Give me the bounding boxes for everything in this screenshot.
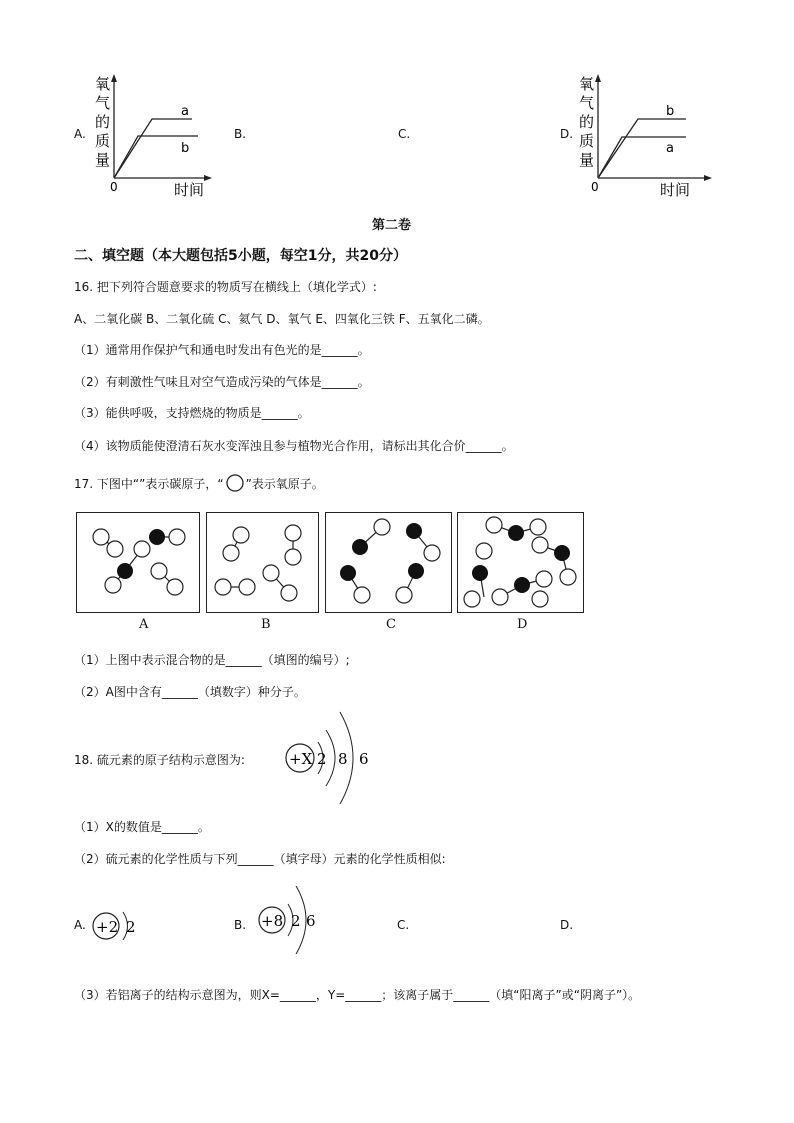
y-axis-arrow: [111, 74, 117, 82]
molecule-box-d: [457, 512, 584, 613]
ylabel-char: 量: [95, 151, 111, 169]
q17-sub1: （1）上图中表示混合物的是______（填图的编号）;: [74, 653, 350, 667]
origin-label: 0: [591, 180, 599, 194]
shell-count: 6: [359, 750, 369, 768]
line-label: a: [181, 104, 189, 119]
q16-options: A、二氧化碳 B、二氧化硫 C、氦气 D、氧气 E、四氧化三铁 F、五氧化二磷。: [74, 312, 490, 326]
shell-count: 2: [291, 912, 301, 930]
origin-label: 0: [110, 180, 118, 194]
molecule-box-a: [76, 512, 200, 613]
sulfur-atom-diagram: [280, 706, 380, 810]
ylabel-char: 氧: [95, 75, 111, 93]
y-axis-arrow: [595, 74, 601, 82]
xlabel: 时间: [660, 181, 691, 199]
carbon-atom: [117, 563, 133, 579]
line-label: a: [666, 141, 674, 156]
ylabel-char: 气: [579, 94, 595, 112]
ylabel-char: 量: [579, 151, 595, 169]
shell-count: 8: [338, 750, 348, 768]
ylabel-char: 质: [95, 132, 111, 150]
graph-option-a-label: A.: [74, 127, 86, 141]
carbon-atom: [408, 563, 424, 579]
carbon-atom: [406, 523, 422, 539]
molecule-diagram-c: [326, 513, 450, 611]
q18-sub2: （2）硫元素的化学性质与下列______（填字母）元素的化学性质相似:: [74, 852, 446, 866]
q18-sub1: （1）X的数值是______。: [74, 820, 210, 834]
carbon-atom: [472, 565, 488, 581]
molecule-box-c: [325, 512, 452, 613]
nucleus-label: +2: [96, 918, 119, 936]
section-title: 第二卷: [372, 218, 412, 233]
q18-option-a-label: A.: [74, 918, 86, 932]
q16-sub1: （1）通常用作保护气和通电时发出有色光的是______。: [74, 343, 370, 357]
oxygen-atom-icon: [225, 473, 245, 493]
q17-stem-part: ”表示碳原子，“: [139, 477, 224, 491]
graph-a: [92, 70, 212, 200]
shell-count: 2: [126, 918, 136, 936]
q17-stem-part: ”表示氧原子。: [245, 477, 324, 491]
carbon-atom: [554, 545, 570, 561]
ylabel-char: 气: [95, 94, 111, 112]
carbon-atom: [340, 565, 356, 581]
q18-option-d-label: D.: [560, 918, 574, 932]
carbon-atom: [149, 529, 165, 545]
molecule-diagram-a: [77, 513, 198, 611]
box-label-c: C: [386, 617, 396, 632]
q17-stem: [74, 473, 324, 493]
line-label: b: [666, 104, 675, 119]
q16-stem: 16. 把下列符合题意要求的物质写在横线上（填化学式）:: [74, 280, 377, 294]
section-header: 二、填空题（本大题包括5小题，每空1分，共20分）: [74, 248, 407, 264]
q17-stem-part: 17. 下图中“: [74, 477, 140, 491]
graph-option-d-label: D.: [560, 127, 574, 141]
ylabel-char: 的: [579, 113, 595, 131]
electron-shell: [326, 730, 335, 786]
nucleus-label: +8: [261, 912, 284, 930]
ylabel-char: 的: [95, 113, 111, 131]
ylabel-char: 氧: [579, 75, 595, 93]
box-label-d: D: [517, 617, 528, 632]
carbon-atom: [508, 525, 524, 541]
q16-sub2: （2）有刺激性气味且对空气造成污染的气体是______。: [74, 375, 370, 389]
line-label: b: [181, 141, 190, 156]
q18-option-c-label: C.: [397, 918, 410, 932]
q18-stem: 18. 硫元素的原子结构示意图为:: [74, 753, 245, 767]
x-axis-arrow: [704, 175, 712, 181]
q17-sub2: （2）A图中含有______（填数字）种分子。: [74, 685, 306, 699]
graph-option-b-label: B.: [234, 127, 247, 141]
molecule-diagram-d: [458, 513, 582, 611]
xlabel: 时间: [174, 181, 205, 199]
shell-count: 6: [306, 912, 316, 930]
carbon-atom: [352, 539, 368, 555]
ylabel-char: 质: [579, 132, 595, 150]
box-label-b: B: [261, 617, 271, 632]
shell-count: 2: [317, 750, 327, 768]
nucleus-label: +X: [289, 750, 313, 768]
q18-option-b-label: B.: [234, 918, 247, 932]
q18-sub3: （3）若铝离子的结构示意图为，则X=______，Y=______；该离子属于______（填“阳离子”或“阴离子”）。: [74, 988, 641, 1002]
option-a-atom-diagram: [88, 898, 148, 954]
molecule-diagram-b: [207, 513, 317, 611]
option-b-atom-diagram: [254, 878, 334, 958]
graph-option-c-label: C.: [398, 127, 411, 141]
box-label-a: A: [139, 617, 149, 632]
q16-sub4: （4）该物质能使澄清石灰水变浑浊且参与植物光合作用，请标出其化合价______。: [74, 439, 514, 453]
carbon-atom: [514, 577, 530, 593]
x-axis-arrow: [204, 175, 212, 181]
molecule-box-b: [206, 512, 319, 613]
q16-sub3: （3）能供呼吸，支持燃烧的物质是______。: [74, 406, 310, 420]
graph-d: [576, 70, 716, 200]
